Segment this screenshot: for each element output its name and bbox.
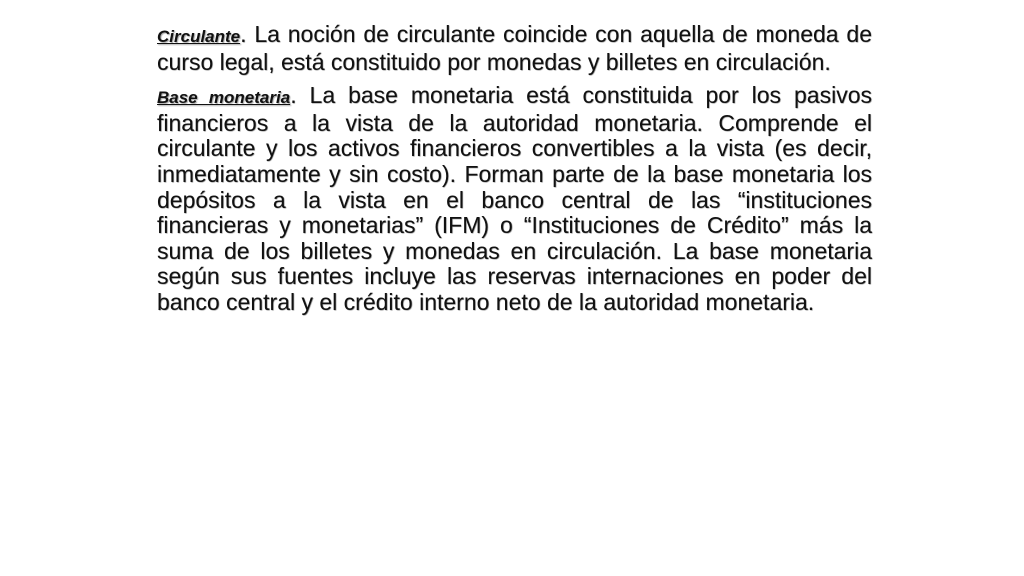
term-circulante: Circulante	[157, 27, 241, 46]
paragraph-base-monetaria	[157, 83, 872, 315]
slide-content	[157, 22, 872, 324]
definition-base-monetaria: . La base monetaria está constituida por los pasivos financieros a la vista de la autoridad monetaria. Comprende el circulante y los activos financieros convertibles a la vista (es decir, inmediatamente y sin costo). Forman parte de la base monetaria los depósitos a la vista en el banco central de las “instituciones financieras y monetarias” (IFM) o “Instituciones de Crédito” más la suma de los billetes y monedas en circulación. La base monetaria según sus fuentes incluye las reservas internaciones en poder del banco central y el crédito interno neto de la autoridad monetaria.	[157, 82, 872, 315]
definition-circulante: . La noción de circulante coincide con aquella de moneda de curso legal, está constituido por monedas y billetes en circulación.	[157, 21, 872, 75]
term-base-monetaria: Base monetaria	[157, 88, 291, 108]
paragraph-circulante	[157, 22, 872, 75]
